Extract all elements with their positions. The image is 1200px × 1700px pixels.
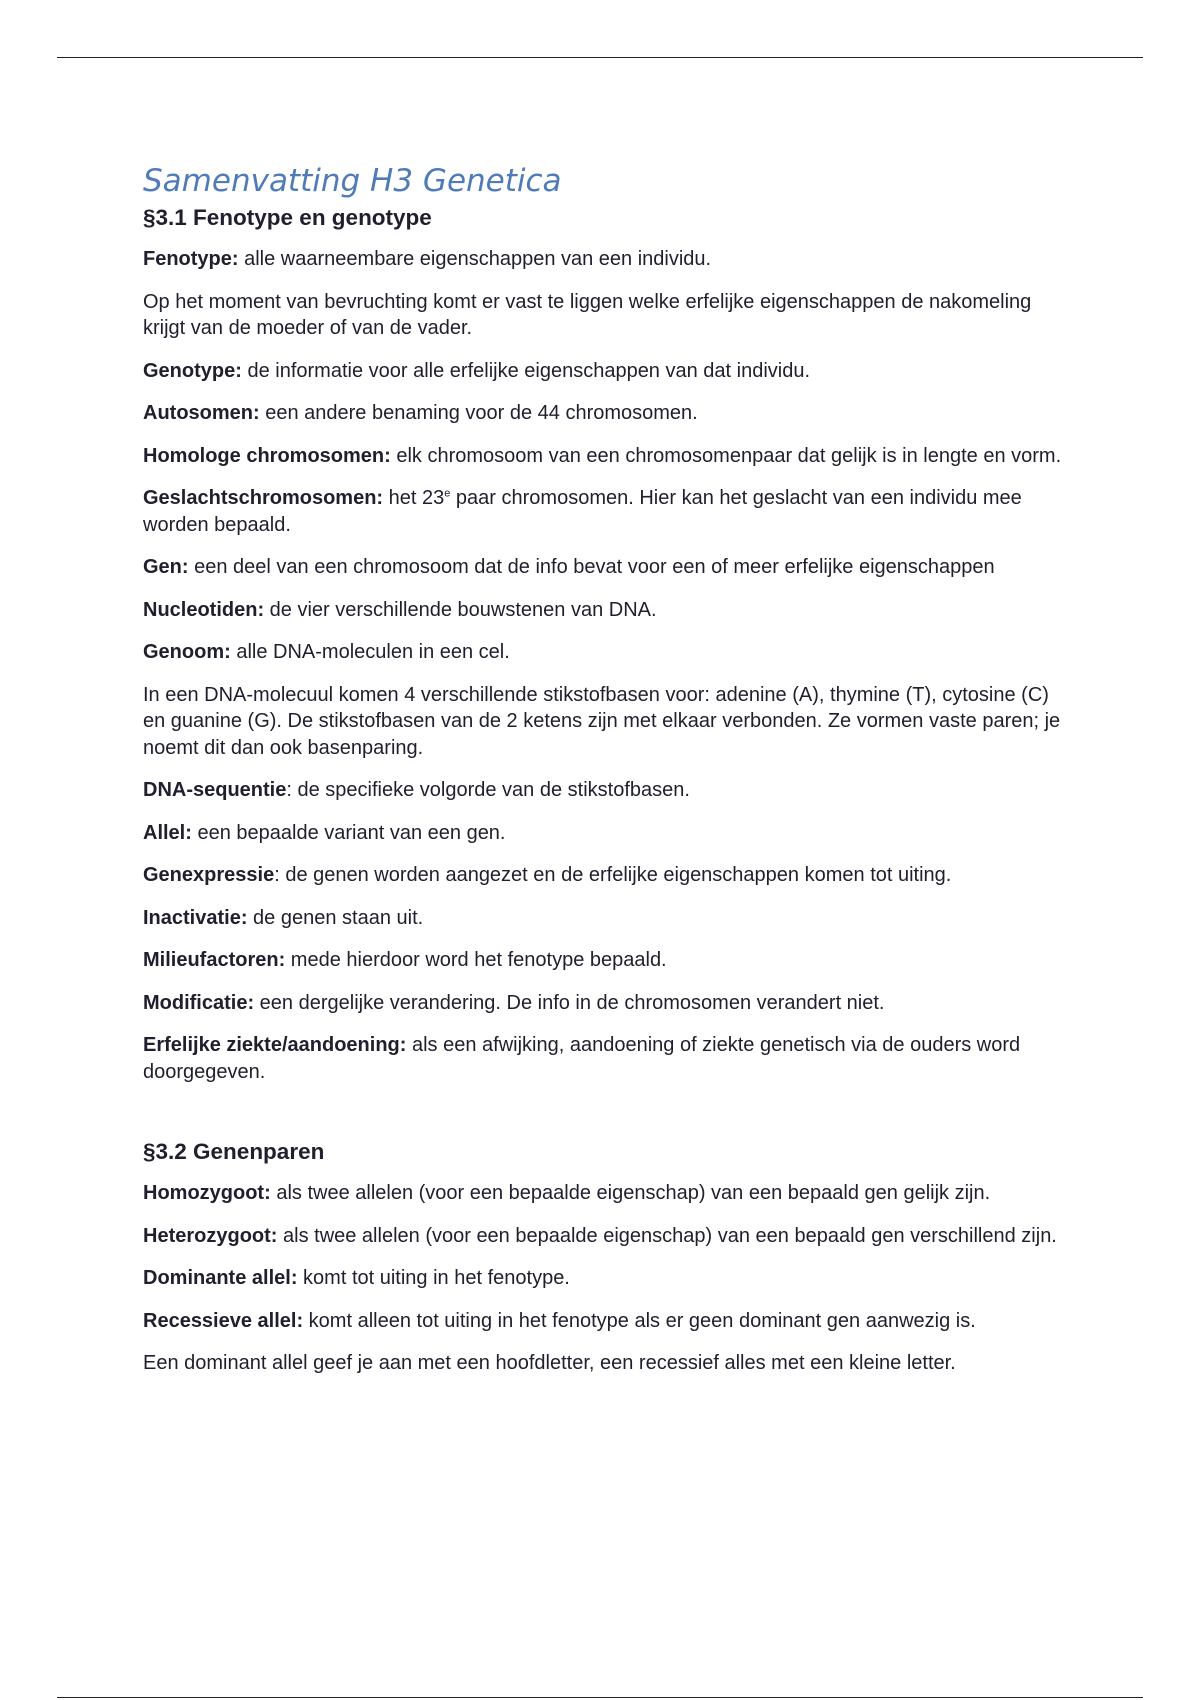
definition-paragraph — [143, 1265, 1063, 1292]
definition-term: Homozygoot: — [143, 1182, 271, 1204]
definition-text: komt tot uiting in het fenotype. — [297, 1267, 570, 1289]
definition-text: een bepaalde variant van een gen. — [191, 821, 506, 844]
definition-term: Erfelijke ziekte/aandoening: — [143, 1034, 407, 1056]
definition-term: Heterozygoot: — [143, 1224, 278, 1247]
definition-text: alle DNA-moleculen in een cel. — [230, 641, 510, 663]
definition-paragraph — [143, 358, 1063, 385]
definition-paragraph — [143, 1308, 1063, 1335]
definition-text: een andere benaming voor de 44 chromosomen. — [259, 402, 698, 424]
definition-paragraph — [143, 597, 1063, 624]
definition-text: als twee allelen (voor een bepaalde eigenschap) van een bepaald gen verschillend zijn. — [277, 1224, 1057, 1247]
footer-rule — [57, 1697, 1143, 1698]
definition-paragraph — [143, 862, 1063, 889]
definition-term: Nucleotiden: — [143, 598, 265, 621]
section-entries — [143, 246, 1063, 1085]
definition-term: Fenotype: — [143, 248, 239, 270]
definition-text: In een DNA-molecuul komen 4 verschillende stikstofbasen voor: adenine (A), thymine (T), cytosine (C) en guanine (G). De stikstofbasen van de 2 ketens zijn met elkaar verbonden. Ze vormen vaste paren; je noemt dit dan ook basenparing. — [143, 683, 1061, 759]
definition-term: Gen: — [143, 556, 189, 578]
definition-term: Genexpressie — [143, 864, 275, 886]
definition-text: Een dominant allel geef je aan met een hoofdletter, een recessief alles met een kleine letter. — [143, 1352, 956, 1374]
definition-term: DNA-sequentie — [143, 779, 287, 801]
section-heading: §3.2 Genenparen — [143, 1139, 325, 1164]
definition-text: een dergelijke verandering. De info in de chromosomen verandert niet. — [254, 991, 885, 1014]
definition-paragraph — [143, 990, 1063, 1017]
definition-text: elk chromosoom van een chromosomenpaar dat gelijk is in lengte en vorm. — [390, 444, 1062, 467]
definition-paragraph — [143, 1350, 1063, 1377]
definition-text: paar chromosomen. Hier kan het geslacht van een individu mee worden bepaald. — [143, 487, 1022, 536]
definition-term: Recessieve allel: — [143, 1309, 304, 1332]
superscript: e — [444, 487, 451, 500]
definition-paragraph — [143, 246, 1063, 273]
section-heading: §3.1 Fenotype en genotype — [143, 205, 432, 230]
definition-text: als twee allelen (voor een bepaalde eigenschap) van een bepaald gen gelijk zijn. — [270, 1182, 991, 1204]
definition-term: Milieufactoren: — [143, 949, 286, 971]
definition-paragraph — [143, 1223, 1063, 1250]
definition-text: de vier verschillende bouwstenen van DNA. — [264, 598, 657, 621]
definition-text: het 23 — [383, 487, 445, 509]
definition-paragraph — [143, 1180, 1063, 1207]
definition-term: Inactivatie: — [143, 906, 248, 929]
definition-text: een deel van een chromosoom dat de info bevat voor een of meer erfelijke eigenschappen — [188, 556, 995, 578]
definition-term: Modificatie: — [143, 991, 255, 1014]
definition-paragraph — [143, 485, 1063, 538]
definition-term: Geslachtschromosomen: — [143, 487, 384, 509]
definition-paragraph — [143, 639, 1063, 666]
definition-term: Dominante allel: — [143, 1267, 298, 1289]
definition-text: Op het moment van bevruchting komt er vast te liggen welke erfelijke eigenschappen de nakomeling krijgt van de moeder of van de vader. — [143, 290, 1032, 339]
definition-term: Genotype: — [143, 359, 242, 382]
definition-paragraph — [143, 443, 1063, 470]
definition-text: de informatie voor alle erfelijke eigenschappen van dat individu. — [241, 359, 811, 382]
definition-paragraph — [143, 820, 1063, 847]
document-body — [143, 160, 1063, 1393]
document-title: Samenvatting H3 Genetica — [143, 163, 562, 199]
definition-paragraph — [143, 400, 1063, 427]
definition-paragraph — [143, 682, 1063, 762]
definition-text: komt alleen tot uiting in het fenotype als er geen dominant gen aanwezig is. — [303, 1309, 976, 1332]
definition-term: Allel: — [143, 821, 192, 844]
definition-paragraph — [143, 947, 1063, 974]
definition-paragraph — [143, 289, 1063, 342]
definition-paragraph — [143, 905, 1063, 932]
definition-text: : de genen worden aangezet en de erfelijke eigenschappen komen tot uiting. — [274, 864, 952, 886]
definition-text: alle waarneembare eigenschappen van een individu. — [238, 248, 712, 270]
section-entries — [143, 1180, 1063, 1377]
definition-term: Homologe chromosomen: — [143, 444, 391, 467]
definition-paragraph — [143, 777, 1063, 804]
definition-text: als een afwijking, aandoening of ziekte genetisch via de ouders word doorgegeven. — [143, 1034, 1021, 1083]
definition-text: de genen staan uit. — [247, 906, 424, 929]
header-rule — [57, 57, 1143, 58]
definition-text: : de specifieke volgorde van de stikstofbasen. — [286, 779, 690, 801]
definition-term: Autosomen: — [143, 402, 260, 424]
definition-paragraph — [143, 554, 1063, 581]
definition-term: Genoom: — [143, 641, 231, 663]
definition-paragraph — [143, 1032, 1063, 1085]
definition-text: mede hierdoor word het fenotype bepaald. — [285, 949, 667, 971]
